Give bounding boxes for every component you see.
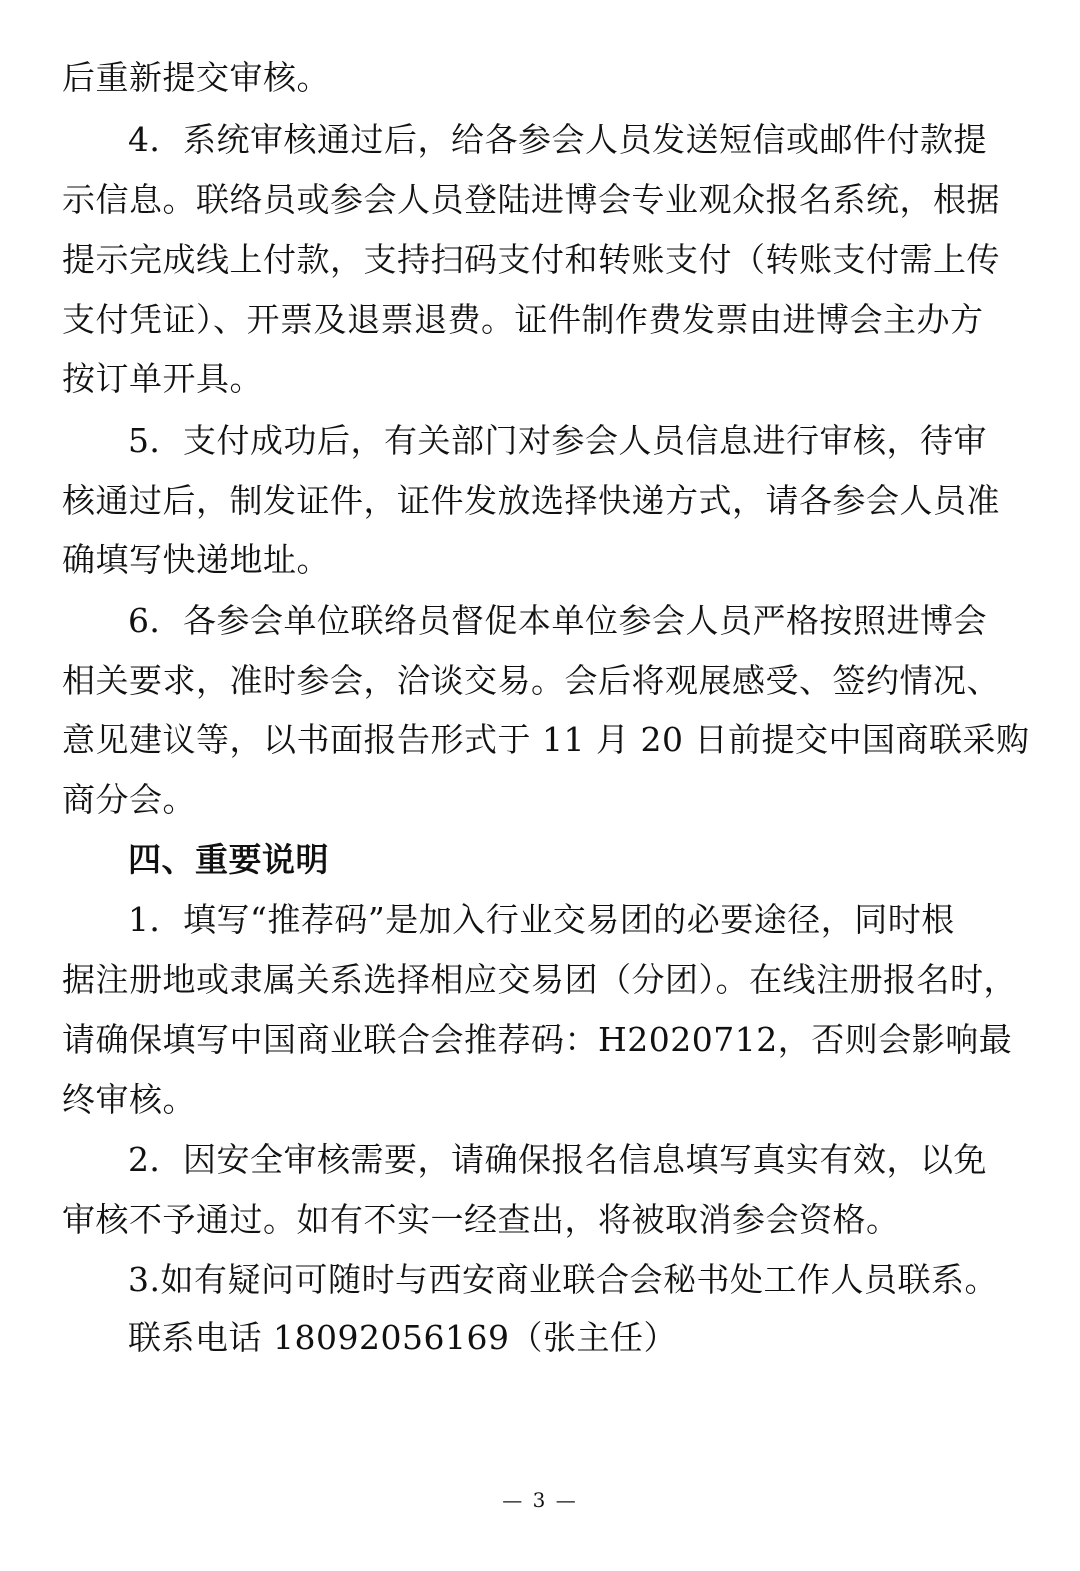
contact-line: 联系电话 18092056169（张主任）: [128, 1318, 677, 1357]
page-number: — 3 —: [502, 1488, 578, 1512]
text-line: 6．各参会单位联络员督促本单位参会人员严格按照进博会: [128, 601, 987, 640]
text-line: 相关要求，准时参会，洽谈交易。会后将观展感受、签约情况、: [62, 661, 1000, 700]
text-line: 终审核。: [62, 1080, 196, 1119]
text-line: 1．填写“推荐码”是加入行业交易团的必要途径，同时根: [128, 900, 955, 939]
text-line: 审核不予通过。如有不实一经查出，将被取消参会资格。: [62, 1200, 900, 1239]
text-line: 后重新提交审核。: [62, 58, 330, 97]
text-line: 请确保填写中国商业联合会推荐码：H2020712，否则会影响最: [62, 1020, 1013, 1059]
text-line: 意见建议等，以书面报告形式于 11 月 20 日前提交中国商联采购: [62, 720, 1030, 759]
text-line: 商分会。: [62, 780, 196, 819]
text-line: 按订单开具。: [62, 359, 263, 398]
text-line: 3.如有疑问可随时与西安商业联合会秘书处工作人员联系。: [128, 1260, 998, 1299]
text-line: 支付凭证）、开票及退票退费。证件制作费发票由进博会主办方: [62, 300, 984, 339]
section-heading: 四、重要说明: [128, 840, 329, 879]
text-line: 确填写快递地址。: [62, 540, 330, 579]
text-line: 5．支付成功后，有关部门对参会人员信息进行审核，待审: [128, 421, 987, 460]
text-line: 据注册地或隶属关系选择相应交易团（分团）。在线注册报名时，: [62, 960, 1017, 999]
text-line: 示信息。联络员或参会人员登陆进博会专业观众报名系统，根据: [62, 180, 1000, 219]
text-line: 2．因安全审核需要，请确保报名信息填写真实有效，以免: [128, 1140, 987, 1179]
text-line: 核通过后，制发证件，证件发放选择快递方式，请各参会人员准: [62, 481, 1000, 520]
text-line: 4．系统审核通过后，给各参会人员发送短信或邮件付款提: [128, 120, 987, 159]
text-line: 提示完成线上付款，支持扫码支付和转账支付（转账支付需上传: [62, 240, 1000, 279]
